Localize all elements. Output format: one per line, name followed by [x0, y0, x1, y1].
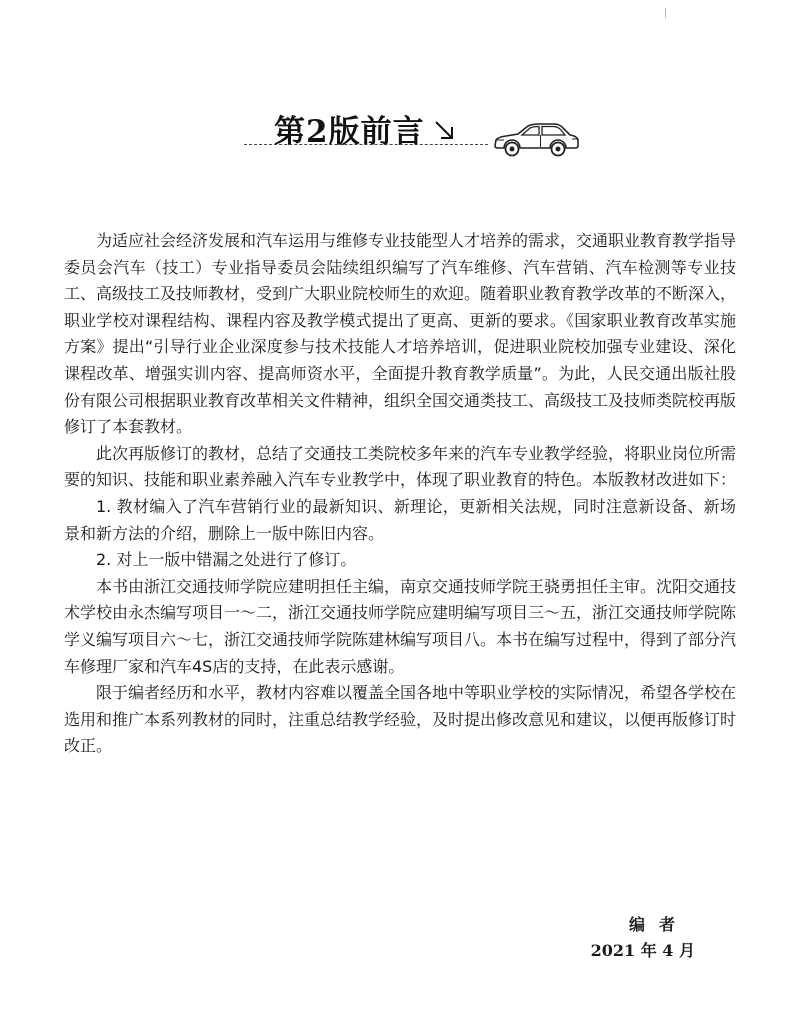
- header-dashed-divider: [244, 144, 488, 145]
- preface-body: [64, 228, 736, 760]
- paragraph: 限于编者经历和水平，教材内容难以覆盖全国各地中等职业学校的实际情况，希望各学校在选用和推广本系列教材的同时，注重总结教学经验，及时提出修改意见和建议，以便再版修订时改正。: [64, 683, 737, 756]
- signature-block: [591, 912, 695, 964]
- arrow-down-right-icon: [432, 118, 458, 144]
- page-title: 第2版前言: [274, 114, 425, 150]
- paragraph: 此次再版修订的教材，总结了交通技工类院校多年来的汽车专业教学经验，将职业岗位所需要的知识、技能和职业素养融入汽车专业教学中，体现了职业教育的特色。本版教材改进如下：: [64, 443, 737, 490]
- signature-editor: 编者: [628, 915, 689, 934]
- page-header: [244, 96, 594, 166]
- list-item: 2. 对上一版中错漏之处进行了修订。: [96, 550, 357, 570]
- signature-date: 2021 年 4 月: [590, 941, 695, 960]
- car-icon: [492, 122, 580, 158]
- paragraph: 本书由浙江交通技师学院应建明担任主编，南京交通技师学院王骁勇担任主审。沈阳交通技术学校由永杰编写项目一～二，浙江交通技师学院应建明编写项目三～五，浙江交通技师学院陈学义编写项目六～七，浙江交通技师学院陈建林编写项目八。本书在编写过程中，得到了部分汽车修理厂家和汽车4S店的支持，在此表示感谢。: [64, 576, 737, 676]
- paragraph: 为适应社会经济发展和汽车运用与维修专业技能型人才培养的需求，交通职业教育教学指导委员会汽车（技工）专业指导委员会陆续组织编写了汽车维修、汽车营销、汽车检测等专业技工、高级技工及技师教材，受到广大职业院校师生的欢迎。随着职业教育教学改革的不断深入，职业学校对课程结构、课程内容及教学模式提出了更高、更新的要求。《国家职业教育改革实施方案》提出“引导行业企业深度参与技术技能人才培养培训，促进职业院校加强专业建设、深化课程改革、增强实训内容、提高师资水平，全面提升教育教学质量”。为此，人民交通出版社股份有限公司根据职业教育改革相关文件精神，组织全国交通类技工、高级技工及技师类院校再版修订了本套教材。: [64, 231, 737, 437]
- list-item: 1. 教材编入了汽车营销行业的最新知识、新理论，更新相关法规，同时注意新设备、新场景和新方法的介绍，删除上一版中陈旧内容。: [64, 496, 736, 543]
- corner-mark: [665, 8, 666, 18]
